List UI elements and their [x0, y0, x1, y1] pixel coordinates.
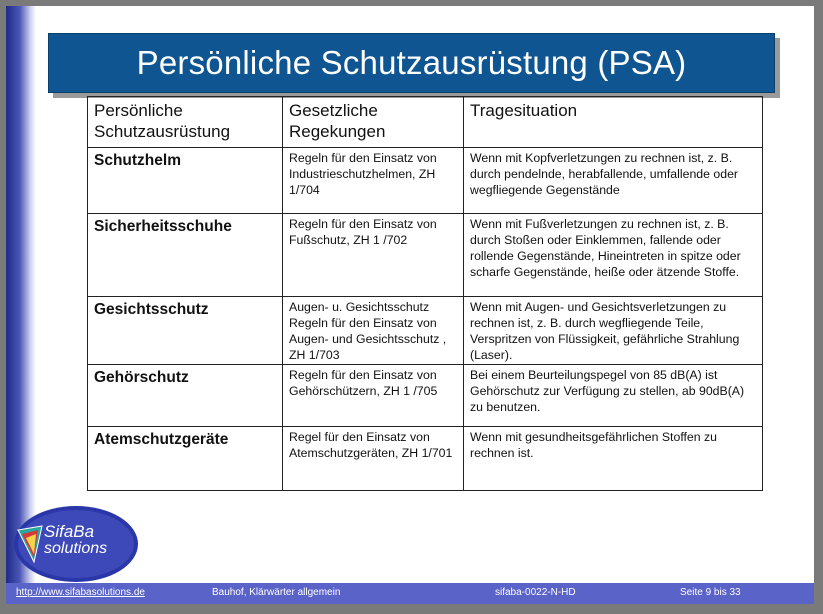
cell-regulation: Augen- u. Gesichtsschutz Regeln für den Einsatz von Augen- und Gesichtsschutz , ZH 1/703: [283, 297, 464, 365]
table-row: [88, 427, 763, 491]
cell-regulation: Regel für den Einsatz von Atemschutzgeräten, ZH 1/701: [283, 427, 464, 491]
table-row: [88, 365, 763, 427]
logo-text-line2: solutions: [44, 540, 108, 557]
cell-item: Gesichtsschutz: [88, 297, 283, 365]
title-banner: [48, 33, 775, 93]
cell-situation: Wenn mit Kopfverletzungen zu rechnen ist, z. B. durch pendelnde, herabfallende, umfallende oder wegfliegende Gegenstände: [464, 148, 763, 214]
cell-situation: Wenn mit Fußverletzungen zu rechnen ist, z. B. durch Stoßen oder Einklemmen, fallende oder rollende Gegenstände, Hineintreten in spitze oder scharfe Gegenstände, heiße oder ätzende Stoffe.: [464, 214, 763, 297]
table-row: [88, 148, 763, 214]
slide-title: Persönliche Schutzausrüstung (PSA): [136, 44, 687, 81]
footer-course: Bauhof, Klärwärter allgemein: [212, 587, 341, 598]
footer-page-number: Seite 9 bis 33: [680, 587, 741, 598]
cell-item: Sicherheitsschuhe: [88, 214, 283, 297]
cell-item: Atemschutzgeräte: [88, 427, 283, 491]
cell-situation: Wenn mit Augen- und Gesichtsverletzungen zu rechnen ist, z. B. durch wegfliegende Teile, Verspritzen von Flüssigkeit, gefährliche Strahlung (Laser).: [464, 297, 763, 365]
psa-table: [87, 96, 763, 491]
footer-bar: [6, 583, 814, 604]
table-row: [88, 214, 763, 297]
footer-doc-id: sifaba-0022-N-HD: [495, 587, 576, 598]
cell-regulation: Regeln für den Einsatz von Fußschutz, ZH 1 /702: [283, 214, 464, 297]
table-header-row: [88, 97, 763, 148]
company-logo: [6, 500, 141, 584]
slide: [6, 6, 814, 604]
header-cell-equipment: Persönliche Schutzausrüstung: [88, 97, 283, 148]
cell-regulation: Regeln für den Einsatz von Industrieschutzhelmen, ZH 1/704: [283, 148, 464, 214]
cell-situation: Bei einem Beurteilungspegel von 85 dB(A) ist Gehörschutz zur Verfügung zu stellen, ab 90dB(A) zu benutzen.: [464, 365, 763, 427]
cell-item: Schutzhelm: [88, 148, 283, 214]
header-cell-situation: Tragesituation: [464, 97, 763, 148]
table-row: [88, 297, 763, 365]
logo-text-line1: SifaBa: [44, 522, 95, 541]
cell-item: Gehörschutz: [88, 365, 283, 427]
footer-website-link[interactable]: http://www.sifabasolutions.de: [16, 587, 145, 598]
cell-regulation: Regeln für den Einsatz von Gehörschützern, ZH 1 /705: [283, 365, 464, 427]
header-cell-regulation: Gesetzliche Regekungen: [283, 97, 464, 148]
cell-situation: Wenn mit gesundheitsgefährlichen Stoffen zu rechnen ist.: [464, 427, 763, 491]
